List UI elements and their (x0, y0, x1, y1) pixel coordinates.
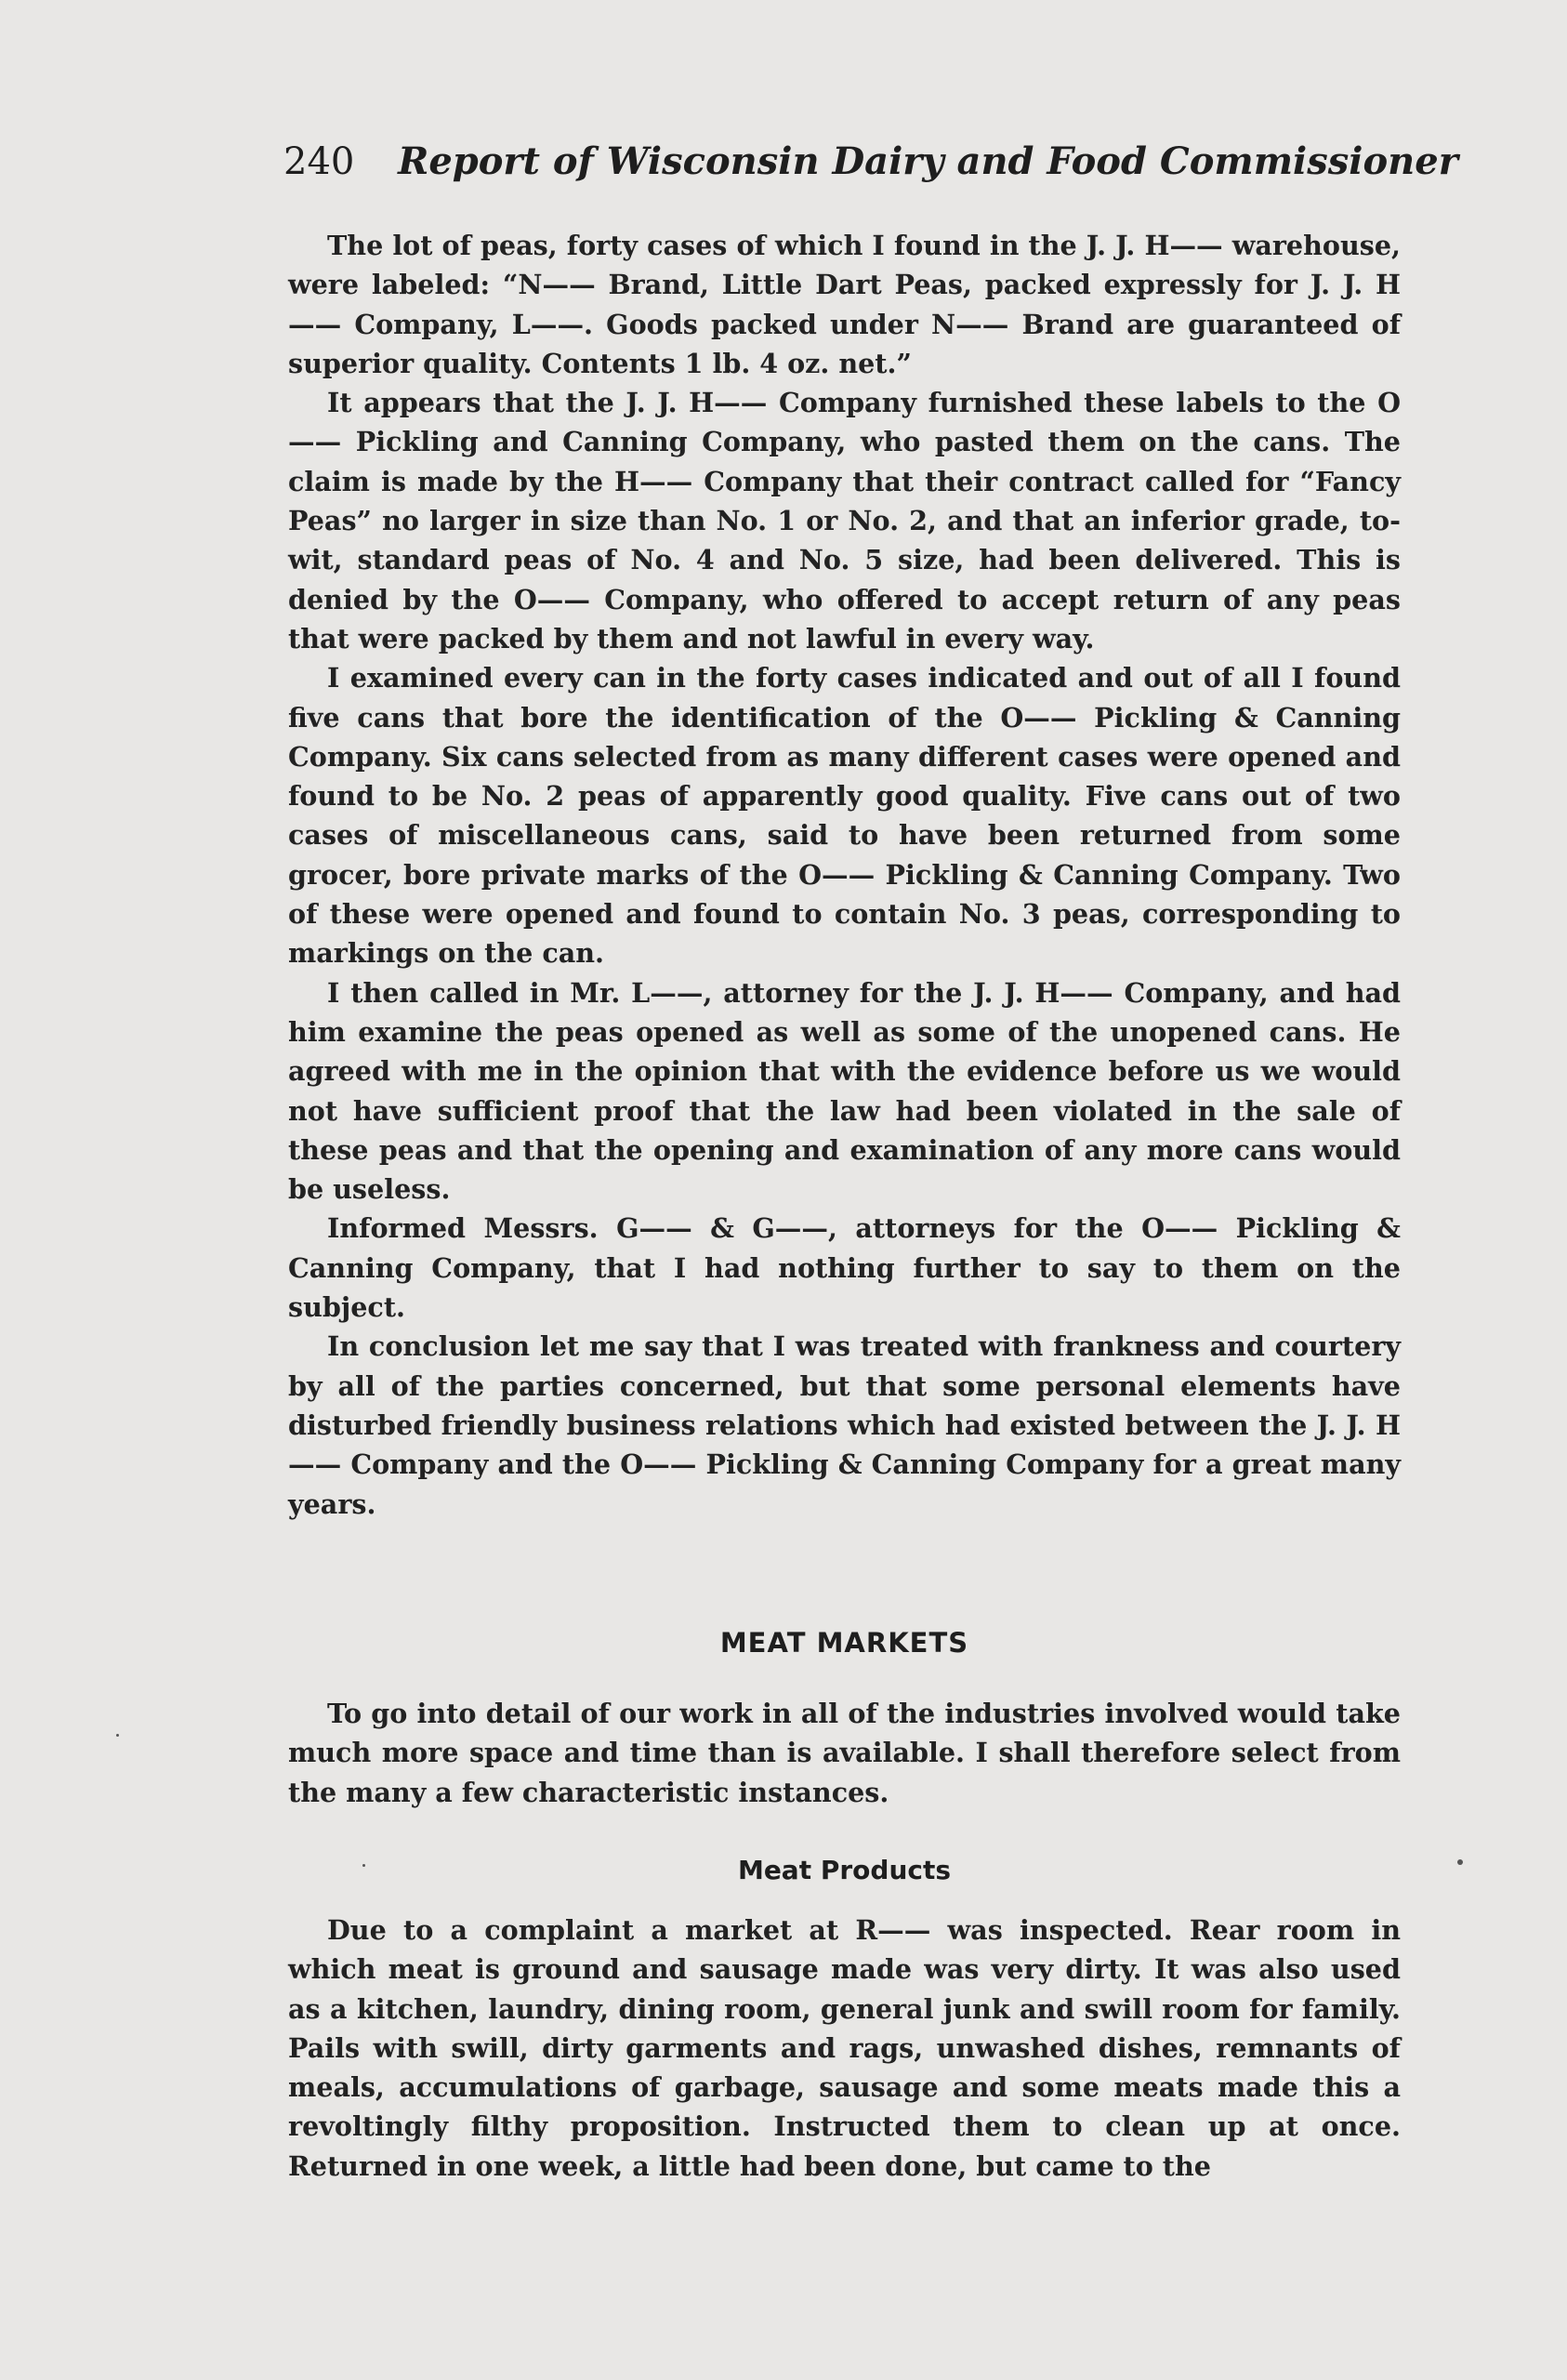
running-header (283, 139, 1458, 183)
section-intro (288, 1694, 1401, 1812)
paragraph: To go into detail of our work in all of the industries involved would take much more space and time than is available. I shall therefore select from the many a few characteristic instances. (288, 1698, 1401, 1808)
paragraph: Informed Messrs. G—— & G——, attorneys for the O—— Pickling & Canning Company, that I had nothing further to say to them on the subject. (288, 1212, 1401, 1324)
scan-speck (362, 1864, 365, 1867)
subsection-heading: Meat Products (737, 1855, 952, 1885)
scan-speck (116, 1734, 119, 1737)
scan-speck (1457, 1859, 1463, 1865)
running-title: Report of Wisconsin Dairy and Food Commissioner (398, 139, 1458, 183)
section-heading: MEAT MARKETS (719, 1627, 969, 1659)
paragraph: In conclusion let me say that I was treated with frankness and courtery by all of the parties concerned, but that some personal elements have disturbed friendly business relations which had existed between the J. J. H—— Company and the O—— Pickling & Canning Company for a great many years. (288, 1330, 1401, 1520)
body-text-top (288, 226, 1401, 1524)
page-number: 240 (283, 140, 355, 183)
paragraph: The lot of peas, forty cases of which I found in the J. J. H—— warehouse, were labeled: “N—— Brand, Little Dart Peas, packed expressly for J. J. H—— Company, L——. Goods packed under N—— Brand are guaranteed of superior quality. Contents 1 lb. 4 oz. net.” (288, 230, 1401, 379)
paragraph: Due to a complaint a market at R—— was inspected. Rear room in which meat is ground and sausage made was very dirty. It was also used as a kitchen, laundry, dining room, general junk and swill room for family. Pails with swill, dirty garments and rags, unwashed dishes, remnants of meals, accumulations of garbage, sausage and some meats made this a revoltingly filthy proposition. Instructed them to clean up at once. Returned in one week, a little had been done, but came to the (288, 1914, 1401, 2182)
paragraph: I then called in Mr. L——, attorney for the J. J. H—— Company, and had him examine the peas opened as well as some of the unopened cans. He agreed with me in the opinion that with the evidence before us we would not have sufficient proof that the law had been violated in the sale of these peas and that the opening and examination of any more cans would be useless. (288, 976, 1401, 1206)
subsection-text (288, 1911, 1401, 2186)
paragraph: I examined every can in the forty cases indicated and out of all I found five cans that bore the identification of the O—— Pickling & Canning Company. Six cans selected from as many different cases were opened and found to be No. 2 peas of apparently good quality. Five cans out of two cases of miscellaneous cans, said to have been returned from some grocer, bore private marks of the O—— Pickling & Canning Company. Two of these were opened and found to contain No. 3 peas, corresponding to markings on the can. (288, 662, 1401, 970)
paragraph: It appears that the J. J. H—— Company furnished these labels to the O—— Pickling and Canning Company, who pasted them on the cans. The claim is made by the H—— Company that their contract called for “Fancy Peas” no larger in size than No. 1 or No. 2, and that an inferior grade, to-wit, standard peas of No. 4 and No. 5 size, had been delivered. This is denied by the O—— Company, who offered to accept return of any peas that were packed by them and not lawful in every way. (288, 387, 1401, 654)
